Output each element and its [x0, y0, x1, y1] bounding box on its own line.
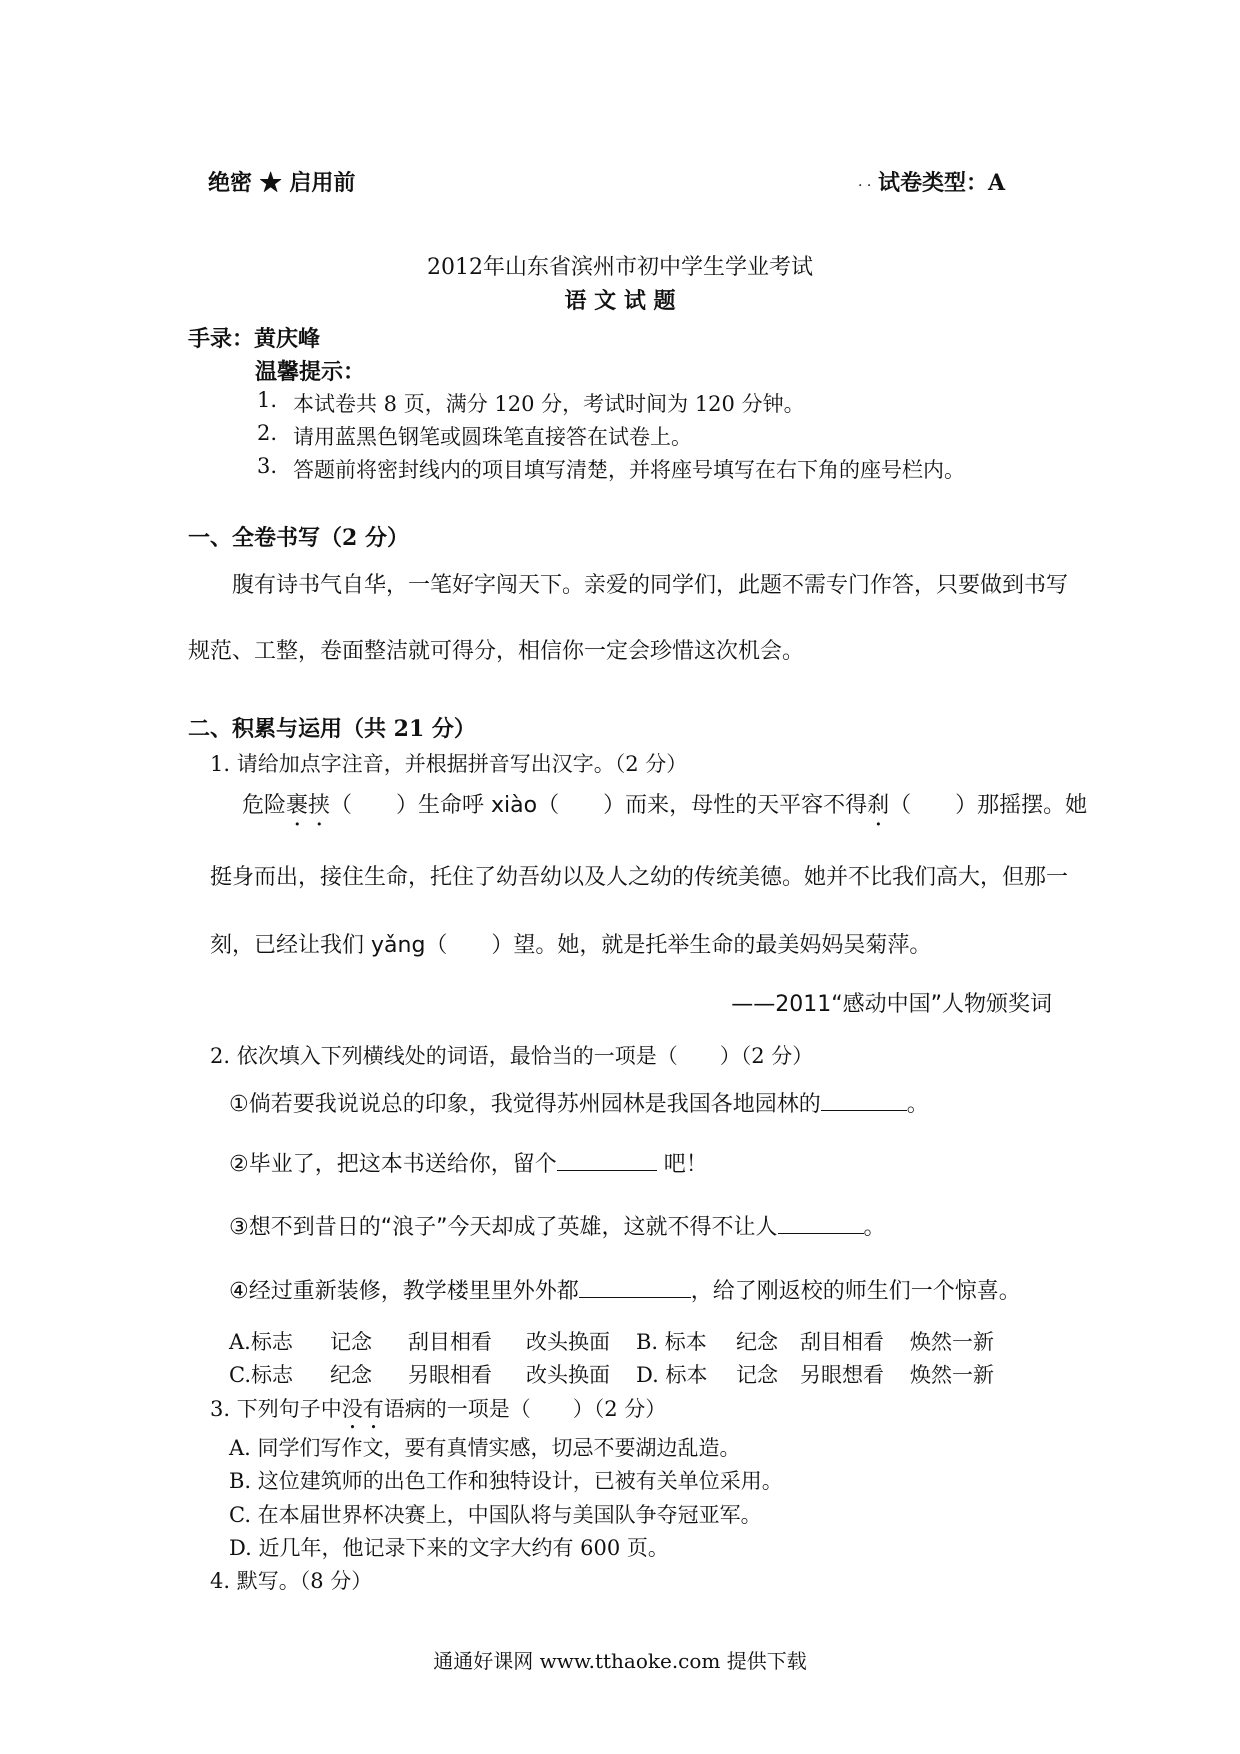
tip-2-number: 2. [257, 421, 278, 445]
q1-dotted-word: 裹挟 [286, 793, 331, 818]
copyist-label: 手录：黄庆峰 [188, 326, 321, 352]
q2-s2-blank [557, 1148, 657, 1171]
q1-text-e: （ ）那摇摆。她 [889, 793, 1088, 818]
question-1-source: ——2011“感动中国”人物颁奖词 [731, 992, 1052, 1017]
q1-text-c: （ ）生命呼 xiào（ ）而来，母性的天平容不得 [330, 793, 868, 818]
confidential-label: 绝密 ★ 启用前 [208, 170, 356, 196]
question-2-sentence-1 [229, 1087, 929, 1118]
tip-3-text: 答题前将密封线内的项目填写清楚，并将座号填写在右下角的座号栏内。 [293, 458, 965, 482]
tip-1-number: 1. [257, 388, 278, 412]
exam-type-label: 试卷类型：A [878, 170, 1006, 196]
question-2-sentence-3 [229, 1210, 886, 1241]
question-1-line-1 [242, 788, 1087, 831]
q2-option-a-4: 改头换面 [526, 1330, 610, 1354]
q2-s3-text: ③想不到昔日的“浪子”今天却成了英雄，这就不得不让人 [229, 1215, 778, 1240]
q2-s4-end: ，给了刚返校的师生们一个惊喜。 [690, 1279, 1021, 1304]
tip-2-text: 请用蓝黑色钢笔或圆珠笔直接答在试卷上。 [293, 425, 692, 449]
tips-heading: 温馨提示： [255, 359, 366, 385]
section-1-line-1: 腹有诗书气自华，一笔好字闯天下。亲爱的同学们，此题不需专门作答，只要做到书写 [232, 573, 1069, 598]
question-2-sentence-2 [229, 1147, 708, 1178]
q2-option-b-1: B. 标本 [636, 1330, 707, 1354]
q2-s2-text: ②毕业了，把这本书送给你，留个 [229, 1152, 557, 1177]
tip-3-number: 3. [257, 454, 278, 478]
q2-option-b-2: 纪念 [736, 1330, 778, 1354]
exam-title: 2012年山东省滨州市初中学生学业考试 [427, 255, 813, 280]
q2-option-a-1: A.标志 [229, 1330, 293, 1354]
question-2-stem: 2. 依次填入下列横线处的词语，最恰当的一项是（ ）（2 分） [210, 1044, 814, 1068]
q3-stem-emphasis: 没有 [341, 1397, 384, 1421]
q2-s1-text: ①倘若要我说说总的印象，我觉得苏州园林是我国各地园林的 [229, 1092, 821, 1117]
q1-dotted-char: 刹 [867, 793, 890, 818]
header-dots: . . [858, 174, 872, 190]
q2-s2-end: 吧！ [656, 1152, 708, 1177]
q3-option-b: B. 这位建筑师的出色工作和独特设计，已被有关单位采用。 [229, 1469, 783, 1493]
q2-s4-text: ④经过重新装修，教学楼里里外外都 [229, 1279, 579, 1304]
section-1-heading: 一、全卷书写（2 分） [188, 525, 409, 551]
question-1-stem: 1. 请给加点字注音，并根据拼音写出汉字。（2 分） [210, 752, 688, 776]
q2-option-d-4: 焕然一新 [910, 1363, 994, 1387]
q3-option-a: A. 同学们写作文，要有真情实感，切忌不要湖边乱造。 [229, 1436, 741, 1460]
subject-title: 语 文 试 题 [564, 288, 676, 314]
question-1-line-3: 刻，已经让我们 yǎng（ ）望。她，就是托举生命的最美妈妈吴菊萍。 [210, 933, 932, 958]
q2-s4-blank [579, 1275, 691, 1298]
q2-option-c-4: 改头换面 [526, 1363, 610, 1387]
q2-option-b-4: 焕然一新 [910, 1330, 994, 1354]
tip-1-text: 本试卷共 8 页，满分 120 分，考试时间为 120 分钟。 [293, 392, 805, 416]
q3-option-c: C. 在本届世界杯决赛上，中国队将与美国队争夺冠亚军。 [229, 1503, 762, 1527]
section-2-heading: 二、积累与运用（共 21 分） [188, 716, 476, 742]
question-1-line-2: 挺身而出，接住生命，托住了幼吾幼以及人之幼的传统美德。她并不比我们高大，但那一 [210, 865, 1069, 890]
q2-option-d-2: 记念 [736, 1363, 778, 1387]
q2-option-d-3: 另眼想看 [800, 1363, 884, 1387]
footer-download-note: 通通好课网 www.tthaoke.com 提供下载 [433, 1649, 807, 1673]
q2-option-c-2: 纪念 [330, 1363, 372, 1387]
q2-s1-end: 。 [906, 1092, 929, 1117]
q2-s1-blank [821, 1088, 907, 1111]
q2-option-a-2: 记念 [330, 1330, 372, 1354]
q2-option-c-1: C.标志 [229, 1363, 293, 1387]
question-3-stem [210, 1393, 666, 1434]
q1-text-a: 危险 [242, 793, 287, 818]
q3-stem-c: 语病的一项是（ ）（2 分） [383, 1397, 667, 1421]
question-2-sentence-4 [229, 1274, 1021, 1305]
q2-option-c-3: 另眼相看 [408, 1363, 492, 1387]
question-4-stem: 4. 默写。（8 分） [210, 1569, 373, 1593]
q2-option-a-3: 刮目相看 [408, 1330, 492, 1354]
section-1-line-2: 规范、工整，卷面整洁就可得分，相信你一定会珍惜这次机会。 [188, 639, 805, 664]
q3-option-d: D. 近几年，他记录下来的文字大约有 600 页。 [229, 1536, 669, 1560]
q2-s3-end: 。 [863, 1215, 886, 1240]
q2-option-d-1: D. 标本 [636, 1363, 708, 1387]
q2-option-b-3: 刮目相看 [800, 1330, 884, 1354]
q3-stem-a: 3. 下列句子中 [210, 1397, 342, 1421]
q2-s3-blank [778, 1211, 864, 1234]
